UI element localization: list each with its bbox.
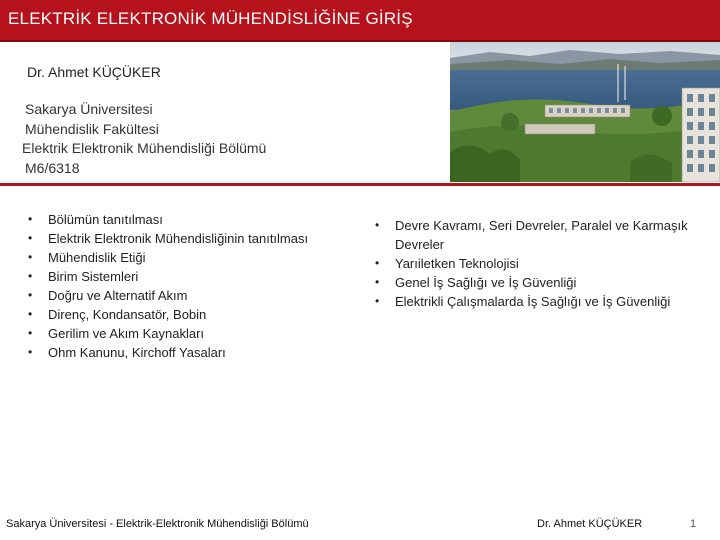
left-topic-list xyxy=(28,210,358,362)
title-bar xyxy=(0,0,720,42)
bullet-icon: • xyxy=(28,269,33,283)
office-number: M6/6318 xyxy=(25,159,80,176)
right-topic-list xyxy=(375,216,705,311)
topic-text: Bölümün tanıtılması xyxy=(48,212,163,227)
campus-photo xyxy=(450,42,720,182)
topic-text: Mühendislik Etiği xyxy=(48,250,146,265)
bullet-icon: • xyxy=(375,218,380,232)
bullet-icon: • xyxy=(28,345,33,359)
slide-title: ELEKTRİK ELEKTRONİK MÜHENDİSLİĞİNE GİRİŞ xyxy=(8,9,413,28)
bullet-icon: • xyxy=(28,231,33,245)
faculty-name: Mühendislik Fakültesi xyxy=(25,120,159,137)
page-number: 1 xyxy=(690,518,697,530)
topic-text: Devre Kavramı, Seri Devreler, Paralel ve Karmaşık Devreler xyxy=(395,218,688,252)
footer-author: Dr. Ahmet KÜÇÜKER xyxy=(537,518,643,530)
list-item xyxy=(28,267,358,286)
author-name: Dr. Ahmet KÜÇÜKER xyxy=(27,64,161,80)
topic-text: Gerilim ve Akım Kaynakları xyxy=(48,326,205,341)
topic-text: Ohm Kanunu, Kirchoff Yasaları xyxy=(48,345,226,360)
bullet-icon: • xyxy=(375,294,380,308)
bullet-icon: • xyxy=(28,326,33,340)
list-item xyxy=(28,229,358,248)
topic-text: Yarıiletken Teknolojisi xyxy=(395,256,519,271)
topic-text: Direnç, Kondansatör, Bobin xyxy=(48,307,207,322)
list-item xyxy=(28,343,358,362)
list-item xyxy=(28,210,358,229)
affiliation-block xyxy=(22,100,266,178)
department-name: Elektrik Elektronik Mühendisliği Bölümü xyxy=(22,140,267,156)
topic-text: Doğru ve Alternatif Akım xyxy=(48,288,188,303)
bullet-icon: • xyxy=(28,307,33,321)
topic-text: Birim Sistemleri xyxy=(48,269,139,284)
topic-text: Elektrik Elektronik Mühendisliğinin tanıtılması xyxy=(48,231,309,246)
topic-text: Elektrikli Çalışmalarda İş Sağlığı ve İş Güvenliği xyxy=(395,294,671,309)
university-name: Sakarya Üniversitesi xyxy=(25,101,153,117)
list-item xyxy=(375,292,705,311)
bullet-icon: • xyxy=(28,288,33,302)
footer-institution: Sakarya Üniversitesi - Elektrik-Elektronik Mühendisliği Bölümü xyxy=(6,518,309,530)
accent-rule xyxy=(0,183,720,186)
list-item xyxy=(375,216,705,254)
bullet-icon: • xyxy=(375,256,380,270)
list-item xyxy=(375,254,705,273)
topic-text: Genel İş Sağlığı ve İş Güvenliği xyxy=(395,275,577,290)
bullet-icon: • xyxy=(375,275,380,289)
bullet-icon: • xyxy=(28,250,33,264)
list-item xyxy=(375,273,705,292)
bullet-icon: • xyxy=(28,212,33,226)
list-item xyxy=(28,286,358,305)
list-item xyxy=(28,248,358,267)
list-item xyxy=(28,324,358,343)
list-item xyxy=(28,305,358,324)
